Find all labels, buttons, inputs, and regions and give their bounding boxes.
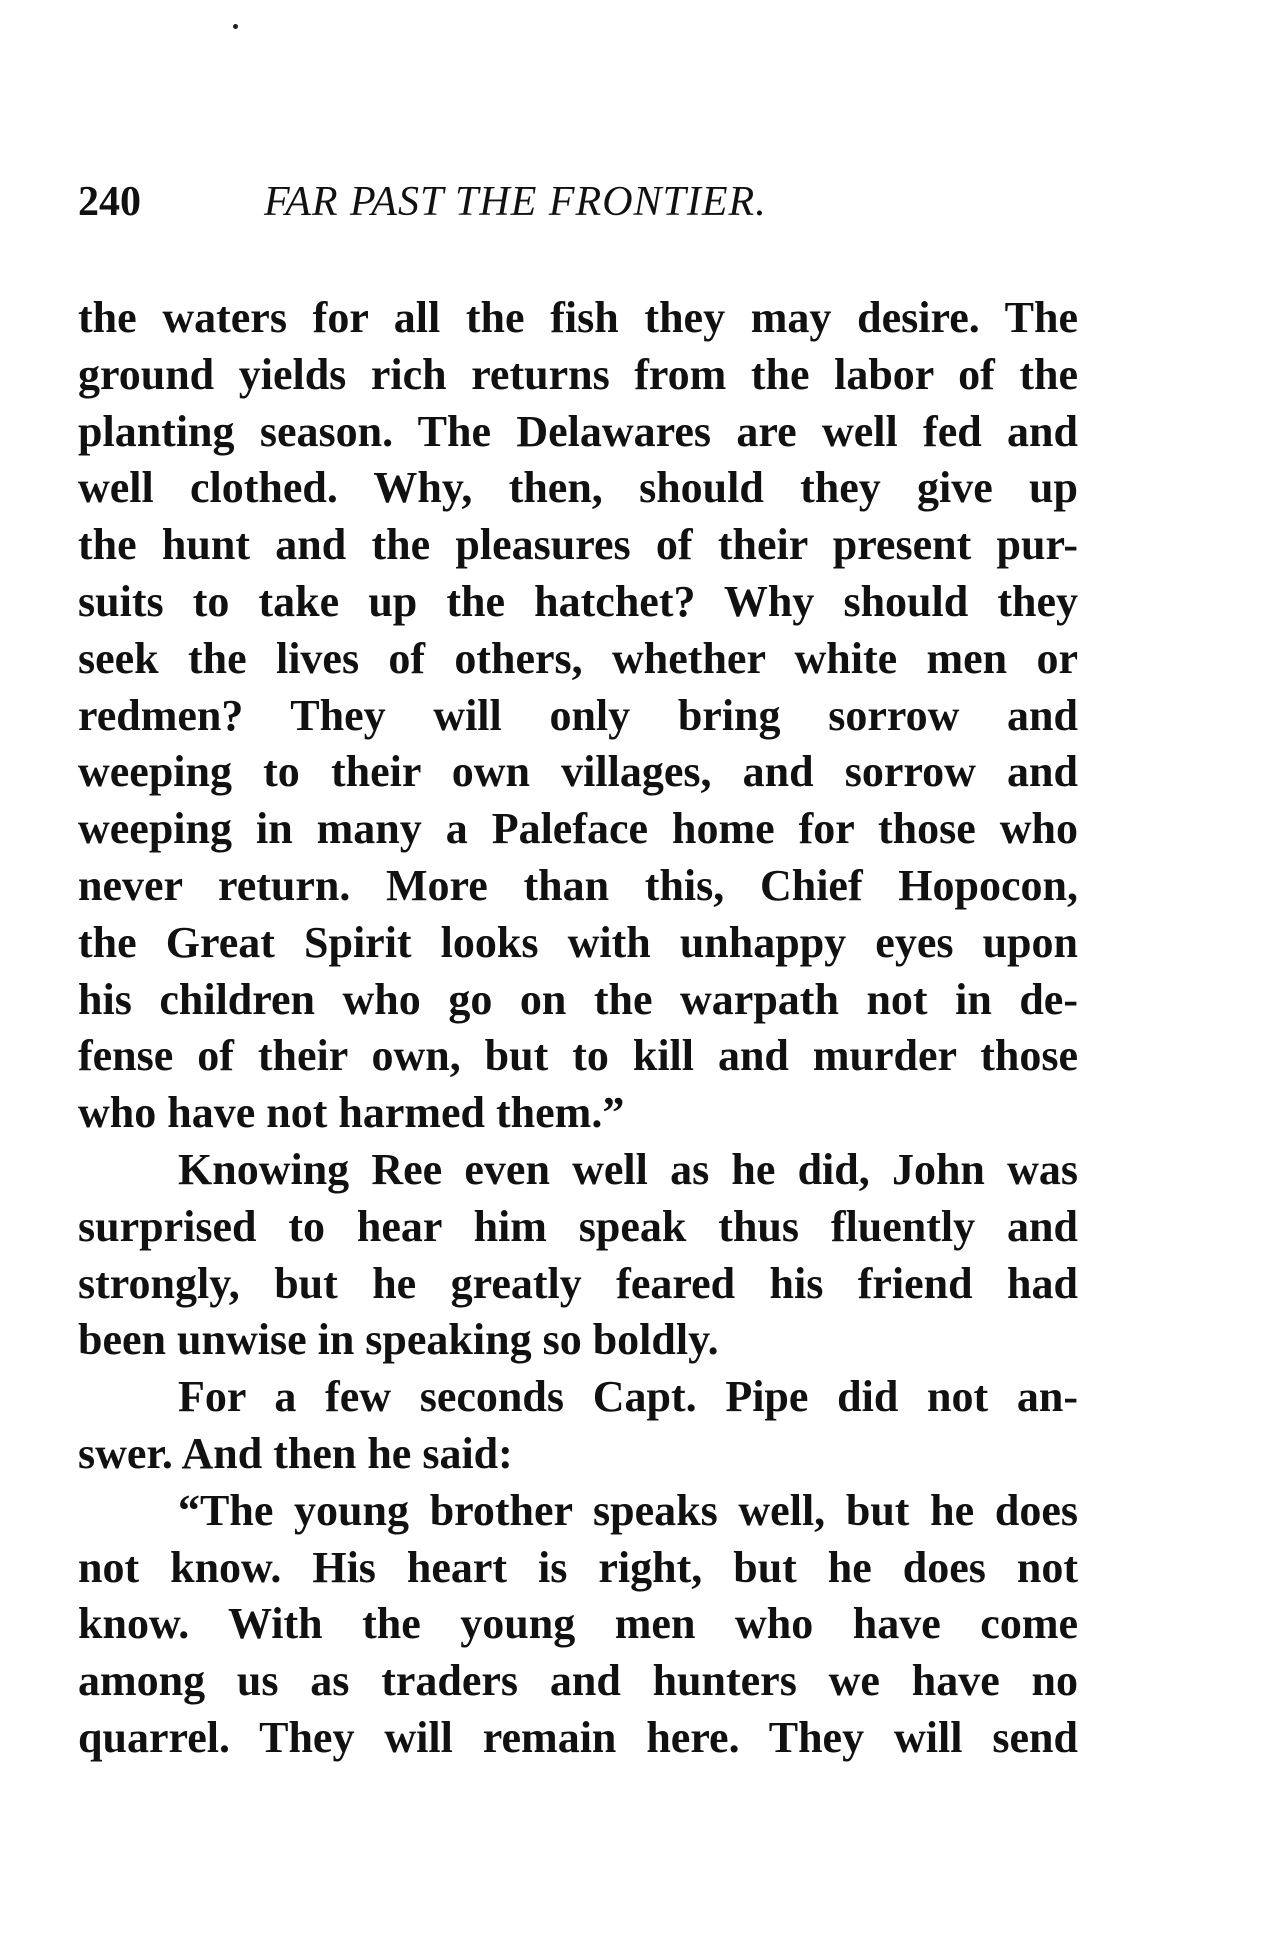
text-line: ground yields rich returns from the labor of the	[78, 349, 1078, 399]
text-line: not know. His heart is right, but he does not	[78, 1542, 1078, 1592]
ink-speck	[233, 24, 238, 29]
text-line: strongly, but he greatly feared his friend had	[78, 1258, 1078, 1308]
paragraph-start-line: For a few seconds Capt. Pipe did not an-	[178, 1372, 1078, 1422]
paragraph-start-line: “The young brother speaks well, but he does	[178, 1485, 1078, 1535]
text-line: never return. More than this, Chief Hopocon,	[78, 860, 1078, 910]
body-text	[78, 290, 1078, 1767]
text-line: among us as traders and hunters we have no	[78, 1656, 1078, 1706]
text-line: weeping in many a Paleface home for those who	[78, 804, 1078, 854]
page-number: 240	[78, 179, 141, 225]
paragraph-start-line: Knowing Ree even well as he did, John was	[178, 1144, 1078, 1194]
text-line: the hunt and the pleasures of their present pur-	[78, 520, 1078, 570]
text-line: suits to take up the hatchet? Why should they	[78, 576, 1078, 626]
text-line: who have not harmed them.”	[78, 1088, 625, 1138]
text-line: fense of their own, but to kill and murder those	[78, 1031, 1078, 1081]
text-line: weeping to their own villages, and sorrow and	[78, 747, 1078, 797]
page-header	[78, 172, 1078, 232]
text-line: know. With the young men who have come	[78, 1599, 1078, 1649]
text-line: the waters for all the fish they may desire. The	[78, 293, 1078, 342]
text-line: planting season. The Delawares are well fed and	[78, 406, 1078, 456]
text-line: swer. And then he said:	[78, 1428, 513, 1478]
text-line: the Great Spirit looks with unhappy eyes upon	[78, 917, 1078, 967]
text-line: well clothed. Why, then, should they give up	[78, 463, 1078, 513]
text-line: been unwise in speaking so boldly.	[78, 1315, 719, 1365]
running-title: FAR PAST THE FRONTIER.	[264, 179, 767, 225]
text-line: seek the lives of others, whether white men or	[78, 633, 1078, 683]
text-line: surprised to hear him speak thus fluently and	[78, 1201, 1078, 1251]
text-line: his children who go on the warpath not in de-	[78, 974, 1078, 1024]
text-line: redmen? They will only bring sorrow and	[78, 690, 1078, 740]
text-line: quarrel. They will remain here. They will send	[78, 1712, 1078, 1762]
